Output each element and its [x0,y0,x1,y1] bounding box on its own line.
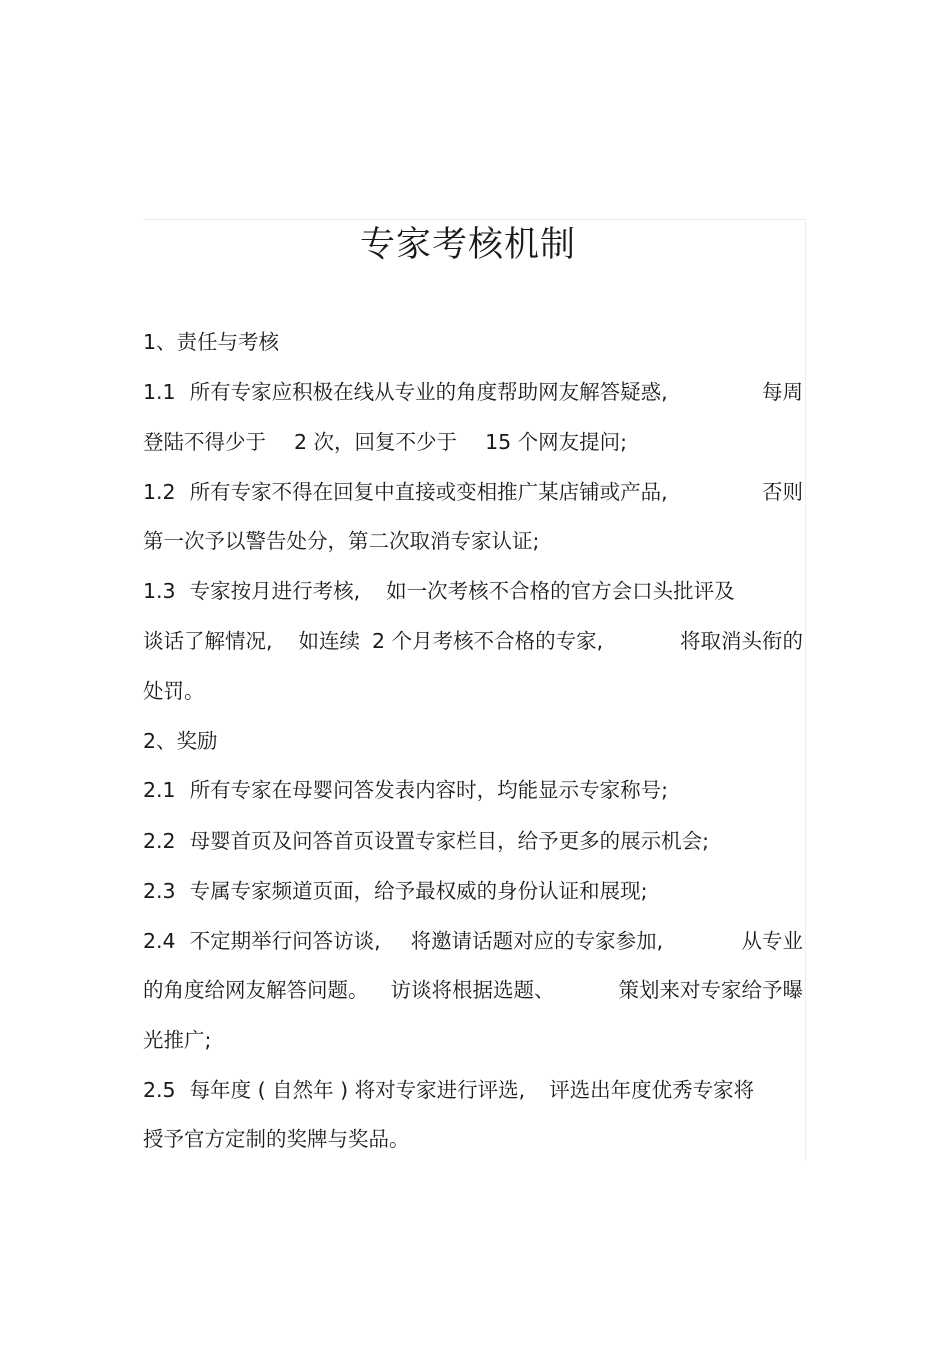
item-text: 所有专家在母婴问答发表内容时，均能显示专家称号; [189,778,669,802]
item-text: 如连续 [298,629,361,653]
item-2-5-line-2: 授予官方定制的奖牌与奖品。 [143,1127,410,1151]
item-text: 15 个网友提问; [485,430,628,454]
item-1-2-line-1 [143,477,803,507]
item-number: 2.2 [143,829,176,853]
item-number: 2.3 [143,879,176,903]
item-number: 1.1 [143,380,176,404]
item-1-3-line-3: 处罚。 [143,679,205,703]
item-2-4-line-1 [143,926,803,956]
item-1-1-line-2 [143,427,803,457]
item-text: 每年度 ( 自然年 ) 将对专家进行评选, [189,1078,526,1102]
item-text: 登陆不得少于 [143,430,266,454]
item-2-1 [143,775,803,805]
item-1-1-line-1 [143,377,803,407]
item-1-3-line-2 [143,626,803,656]
item-text: 2 个月考核不合格的专家, [372,629,604,653]
item-text: 的角度给网友解答问题。 [143,978,369,1002]
item-2-3 [143,876,803,906]
item-text: 如一次考核不合格的官方会口头批评及 [386,579,735,603]
item-number: 1.2 [143,480,176,504]
item-text: 评选出年度优秀专家将 [549,1078,755,1102]
item-2-4-line-3: 光推广; [143,1028,212,1052]
item-number: 1.3 [143,579,176,603]
item-text: 所有专家不得在回复中直接或变相推广某店铺或产品, [189,480,668,504]
item-text: 谈话了解情况, [143,629,273,653]
item-text: 将邀请话题对应的专家参加, [410,929,664,953]
item-text: 2 次，回复不少于 [294,430,458,454]
item-text: 专属专家频道页面，给予最权威的身份认证和展现; [189,879,648,903]
item-2-4-line-2 [143,975,803,1005]
item-text: 所有专家应积极在线从专业的角度帮助网友解答疑惑, [189,380,668,404]
section-2-heading: 2、奖励 [143,729,218,753]
item-text: 策划来对专家给予曝 [618,978,803,1002]
item-number: 2.1 [143,778,176,802]
section-1-heading: 1、责任与考核 [143,330,280,354]
item-text: 每周 [762,380,803,404]
item-1-3-line-1 [143,576,803,606]
item-text: 专家按月进行考核, [189,579,361,603]
item-text: 母婴首页及问答首页设置专家栏目，给予更多的展示机会; [189,829,710,853]
item-number: 2.4 [143,929,176,953]
item-text: 从专业 [741,929,803,953]
item-2-2 [143,826,803,856]
document-title: 专家考核机制 [359,225,576,265]
item-number: 2.5 [143,1078,176,1102]
item-text: 访谈将根据选题、 [390,978,555,1002]
item-text: 不定期举行问答访谈, [189,929,381,953]
item-text: 将取消头衔的 [680,629,803,653]
item-2-5-line-1 [143,1075,803,1105]
item-1-2-line-2: 第一次予以警告处分，第二次取消专家认证; [143,529,540,553]
item-text: 否则 [762,480,803,504]
